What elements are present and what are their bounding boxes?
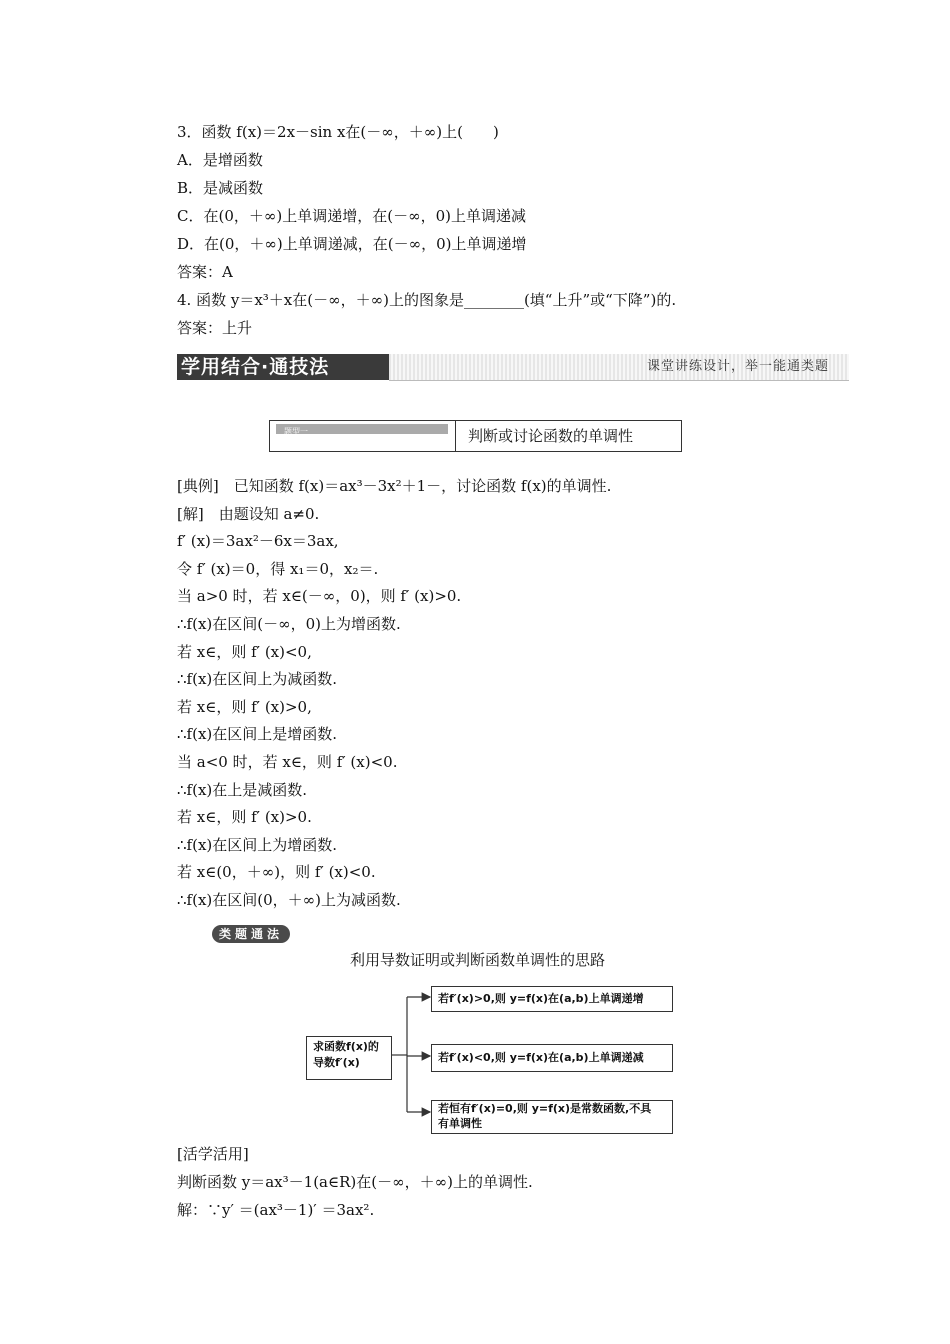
q3-stem: 3．函数 f(x)＝2x－sin x在(－∞，＋∞)上( ) [177,123,499,141]
diagram-branch1-text: 若f′(x)>0,则 y=f(x)在(a,b)上单调递增 [438,992,644,1005]
diagram-branch3-line2: 有单调性 [438,1117,482,1130]
example-line: ∴f(x)在区间上是增函数. [177,725,338,743]
banner-title: 学用结合·通技法 [181,356,330,378]
example-line: ∴f(x)在区间上为增函数. [177,836,338,854]
diagram-branch2-box [431,1044,673,1072]
diagram-branch2-text: 若f′(x)<0,则 y=f(x)在(a,b)上单调递减 [438,1051,644,1064]
q4-stem: 4. 函数 y＝x³＋x在(－∞，＋∞)上的图象是________(填“上升”或“下降”)的. [177,291,677,309]
practice-solution: 解：∵y′ ＝(ax³－1)′ ＝3ax². [177,1201,375,1219]
q3-option-d: D．在(0，＋∞)上单调递减，在(－∞，0)上单调递增 [177,235,527,253]
example-line: ∴f(x)在区间(0，＋∞)上为减函数. [177,891,401,909]
q3-answer: 答案：A [177,263,233,281]
example-line: [典例] 已知函数 f(x)＝ax³－3x²＋1－，讨论函数 f(x)的单调性. [177,477,612,495]
example-line: [解] 由题设知 a≠0. [177,505,320,523]
diagram-branch3-line1: 若恒有f′(x)=0,则 y=f(x)是常数函数,不具 [438,1102,652,1115]
example-line: ∴f(x)在区间(－∞，0)上为增函数. [177,615,401,633]
diagram-title: 利用导数证明或判断函数单调性的思路 [350,951,606,969]
example-line: 令 f′ (x)＝0，得 x₁＝0，x₂＝. [177,560,379,578]
q4-answer: 答案：上升 [177,319,253,337]
example-line: 若 x∈，则 f′ (x)>0. [177,808,312,826]
example-line: 若 x∈，则 f′ (x)>0, [177,698,312,716]
example-line: 当 a>0 时，若 x∈(－∞，0)，则 f′ (x)>0. [177,587,462,605]
question-type-tag: 题型一 [284,427,308,436]
diagram-root-box [306,1036,392,1080]
q3-option-a: A．是增函数 [177,151,263,169]
method-pill: 类题通法 [212,925,290,943]
practice-question: 判断函数 y＝ax³－1(a∈R)在(－∞，＋∞)上的单调性. [177,1173,533,1191]
question-type-label: 判断或讨论函数的单调性 [468,427,634,445]
diagram-branch3-box [431,1100,673,1134]
example-line: f′ (x)＝3ax²－6x＝3ax, [177,532,339,550]
example-line: 当 a<0 时，若 x∈，则 f′ (x)<0. [177,753,398,771]
example-line: 若 x∈，则 f′ (x)<0, [177,643,312,661]
diagram-root-line1: 求函数f(x)的 [313,1040,379,1053]
example-line: ∴f(x)在上是减函数. [177,781,308,799]
diagram-root-line2: 导数f′(x) [313,1056,360,1069]
q3-option-b: B．是减函数 [177,179,264,197]
banner-subtitle: 课堂讲练设计，举一能通类题 [647,359,830,374]
practice-heading: [活学活用] [177,1145,249,1163]
diagram-branch1-box [431,986,673,1012]
q3-option-c: C．在(0，＋∞)上单调递增，在(－∞，0)上单调递减 [177,207,526,225]
example-line: 若 x∈(0，＋∞)，则 f′ (x)<0. [177,863,376,881]
example-line: ∴f(x)在区间上为减函数. [177,670,338,688]
